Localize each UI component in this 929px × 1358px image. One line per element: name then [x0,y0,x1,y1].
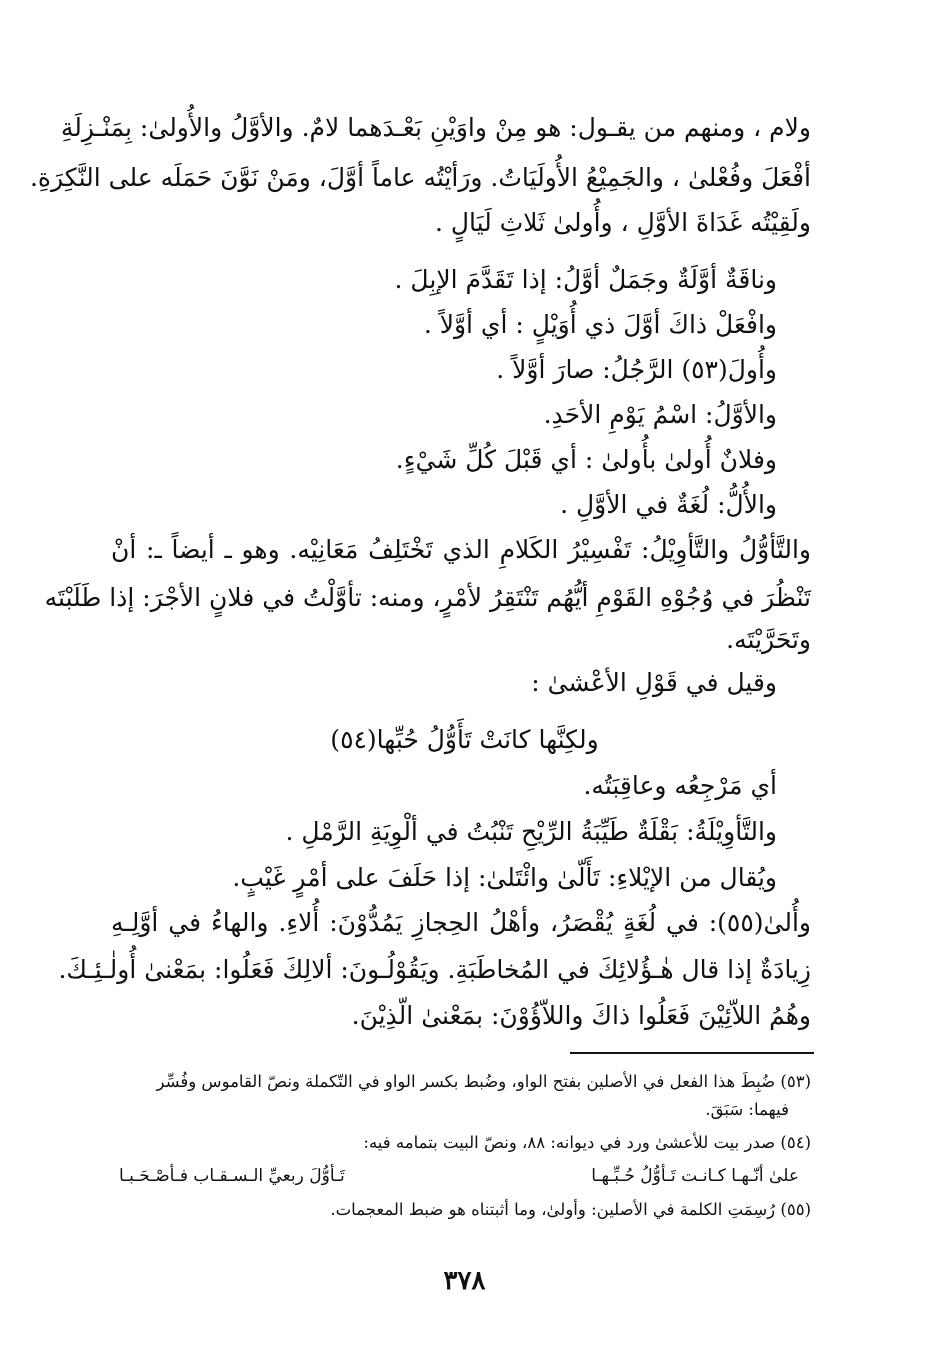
text-line: ولام ، ومنهم من يقـول: هو مِنْ واوَيْنِ بَعْـدَهما لامٌ. والأوَّلُ والأُولىٰ: بِمَنْـزِلَةِ [60,113,811,142]
text-line: والأُلُّ: لُغَةٌ في الأوَّلِ . [560,490,777,519]
text-line: تَنْظُرَ في وُجُوْهِ القَوْمِ أيُّهُم تَنْتَقِرُ لأمْرٍ، ومنه: تأوَّلْتُ في فلانٍ الأجْرَ: إذا طَلَبْتَه [44,583,811,612]
hemistich-left: تَـأوُّلَ ربعيِّ الـسـقـاب فـأصْـحَـبـا [119,1166,345,1186]
footnote-54: (٥٤) صدر بيت للأعشىٰ ورد في ديوانه: ٨٨، ونصّ البيت بتمامه فيه: [363,1133,811,1152]
text-line: ولَقِيْتُه غَدَاةَ الأوَّلِ ، وأُولىٰ ثَلاثِ لَيَالٍ . [434,208,811,237]
text-line: وتَحَرَّيْتَه. [726,625,811,654]
text-line: وافْعَلْ ذاكَ أوَّلَ ذي أُوَيْلٍ : أي أوَّلاً . [423,310,777,339]
footnote-53-cont: فيهما: سَبَقَ. [705,1100,789,1119]
footnote-55: (٥٥) رُسِمَتِ الكلمة في الأصلين: وأولىٰ، وما أثبتناه هو ضبط المعجمات. [330,1200,811,1219]
text-line: ويُقال من الإيْلاءِ: تَأَلّىٰ وائْتَلىٰ: إذا حَلَفَ على أمْرٍ غَيْبٍ. [232,863,777,892]
verse-quote: ولكِنَّها كانَتْ تَأَوُّلُ حُبِّها(٥٤) [330,725,599,754]
text-line: والأوَّلُ: اسْمُ يَوْمِ الأحَدِ. [543,400,777,429]
page-number: ٣٧٨ [443,1266,486,1296]
text-line: وأُلىٰ(٥٥): في لُغَةٍ يُقْصَرُ، وأهْلُ الحِجازِ يَمُدُّوْنَ: أُلاءِ. والهاءُ في أوَّلِـهِ [111,908,811,937]
text-line: وقيل في قَوْلِ الأعْشىٰ : [531,668,777,697]
footnote-couplet [119,1163,799,1189]
text-line: والتَّأوُّلُ والتَّأوِيْلُ: تَفْسِيْرُ الكَلامِ الذي تَخْتَلِفُ مَعَانِيْه. وهو ـ أيضاً ـ: أنْ [111,535,811,564]
text-line: أي مَرْجِعُه وعاقِبَتُه. [583,771,777,800]
footnote-53: (٥٣) ضُبِطَ هذا الفعل في الأصلين بفتح الواو، وضُبط بكسر الواو في التّكملة ونصّ القاموس وفُسِّر [156,1072,811,1091]
text-line: زِيادَةٌ إذا قال هٰـؤُلائِكَ في المُخاطَبَةِ. ويَقُوْلُـونَ: ألالِكَ فَعَلُوا: بمَعْنىٰ أُولٰـئِـكَ. [58,955,811,984]
text-line: وهُمُ اللاّئِيْنَ فَعَلُوا ذاكَ واللاّؤُوْنَ: بمَعْنىٰ الّذِيْنَ. [351,1001,811,1030]
text-line: وفلانٌ أُولىٰ بأُولىٰ : أي قَبْلَ كُلِّ شَيْءٍ. [395,445,777,474]
footnote-divider [570,1052,814,1054]
text-line: وأُولَ(٥٣) الرَّجُلُ: صارَ أوَّلاً . [496,355,777,384]
text-line: أفْعَلَ وفُعْلىٰ ، والجَمِيْعُ الأُولَيَاتُ. ورَأيْتُه عاماً أوَّلَ، ومَنْ نَوَّنَ حَمَلَه على النَّكِرَةِ. [29,163,811,192]
hemistich-right: علىٰ أنّـهـا كـانـت تَـأوُّلُ حُـبِّـهـا [591,1166,799,1186]
text-line: والتَّأوِيْلَةُ: بَقْلَةٌ طَيِّبَةُ الرِّيْحِ تَنْبُتُ في ألْوِيَةِ الرَّمْلِ . [285,817,777,846]
text-line: وناقَةٌ أوَّلَةٌ وجَمَلٌ أوَّلُ: إذا تَقَدَّمَ الإبِلَ . [394,265,777,294]
